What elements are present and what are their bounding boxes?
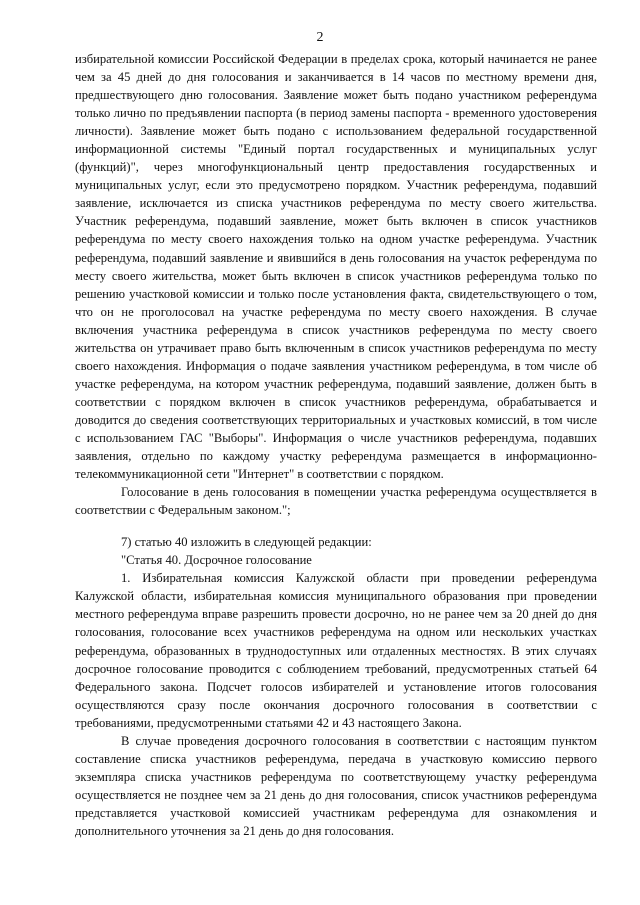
paragraph-early-voting-2: В случае проведения досрочного голосования в соответствии с настоящим пунктом составление списка участников референдума, передача в участковую комиссию первого экземпляра списка участников референдума по соответствующему участку референдума осуществляется не позднее чем за 21 день до дня голосования, список участников референдума представляется участковой комиссией участникам референдума для ознакомления и дополнительного уточнения за 21 день до дня голосования. — [75, 733, 597, 838]
paragraph-early-voting-1: 1. Избирательная комиссия Калужской области при проведении референдума Калужской области, избирательная комиссия муниципального образования при проведении местного референдума вправе разрешить провести досрочно, но не ранее чем за 20 дней до дня голосования, голосование всех участников референдума на одном или нескольких участках референдума, образованных в труднодоступных или отдаленных местностях. В этих случаях досрочное голосование проводится с соблюдением требований, предусмотренных статьей 64 Федерального закона. Подсчет голосов избирателей и установление итогов голосования осуществляются сразу после окончания досрочного голосования в соответствии с требованиями, предусмотренными статьями 42 и 43 настоящего Закона. — [75, 571, 597, 730]
paragraph-voting-premises: Голосование в день голосования в помещении участка референдума осуществляется в соответствии с Федеральным законом."; — [75, 485, 597, 518]
page-number: 2 — [316, 30, 324, 45]
paragraph-voter-application: избирательной комиссии Российской Федерации в пределах срока, который начинается не ранее чем за 45 дней до дня голосования и заканчивается в 14 часов по местному времени дня, предшествующего дню голосования. Заявление может быть подано участником референдума только лично по предъявлении паспорта (в период замены паспорта - временного удостоверения личности). Заявление может быть подано с использованием федеральной государственной информационной системы "Единый портал государственных и муниципальных услуг (функций)", через многофункциональный центр предоставления государственных и муниципальных услуг, если это предусмотрено порядком. Участник референдума, подавший заявление, исключается из списка участников референдума по месту своего жительства. Участник референдума, подавший заявление, может быть включен в список участников референдума по месту своего нахождения только на одном участке референдума. Участник референдума, подавший заявление и явившийся в день голосования на участок референдума по месту своего жительства, может быть включен в список участников референдума только по решению участковой комиссии и только после установления факта, свидетельствующего о том, что он не проголосовал на участке референдума по месту своего нахождения. В случае включения участника референдума в список участников референдума по месту своего жительства он утрачивает право быть включенным в список участников референдума по месту своего нахождения. Информация о подаче заявления участником референдума, в том числе об участке референдума, на котором участник референдума, подавший заявление, должен быть в соответствии с порядком включен в список участников референдума, обрабатывается и доводится до сведения соответствующих территориальных и участковых комиссий, в том числе с использованием ГАС "Выборы". Информация о числе участников референдума, подавших заявления, отдельно по каждому участку референдума размещается в информационно-телекоммуникационной сети "Интернет" в соответствии с порядком. — [75, 52, 597, 482]
article-40-heading: "Статья 40. Досрочное голосование — [121, 553, 312, 568]
paragraph-amendment-article-40: 7) статью 40 изложить в следующей редакции: — [121, 535, 372, 550]
document-body — [75, 50, 597, 840]
